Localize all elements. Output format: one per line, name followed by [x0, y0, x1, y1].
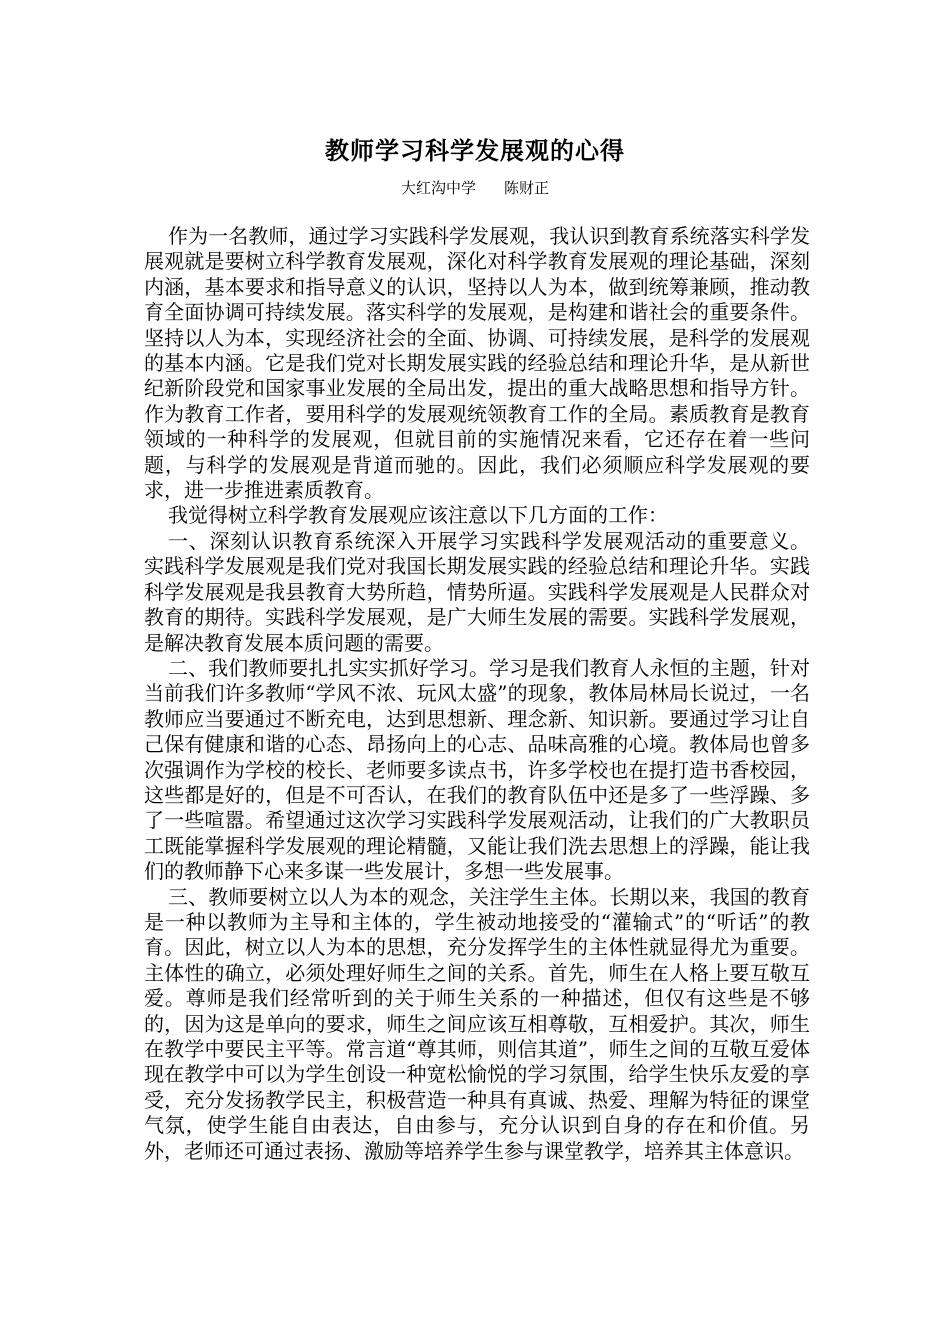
school-name: 大红沟中学 [400, 179, 476, 197]
paragraph-point-two: 二、我们教师要扎扎实实抓好学习。学习是我们教育人永恒的主题，针对当前我们许多教师“学风不浓、玩风太盛”的现象，教体局林局长说过，一名教师应当要通过不断充电，达到思想新、理念新、知识新。要通过学习让自己保有健康和谐的心态、昂扬向上的心志、品味高雅的心境。教体局也曾多次强调作为学校的校长、老师要多读点书，许多学校也在提打造书香校园，这些都是好的，但是不可否认，在我们的教育队伍中还是多了一些浮躁、多了一些喧嚣。希望通过这次学习实践科学发展观活动，让我们的广大教职员工既能掌握科学发展观的理论精髓，又能让我们洗去思想上的浮躁，能让我们的教师静下心来多谋一些发展计，多想一些发展事。 [144, 655, 810, 884]
paragraph-point-three: 三、教师要树立以人为本的观念，关注学生主体。长期以来，我国的教育是一种以教师为主导和主体的，学生被动地接受的“灌输式”的“听话”的教育。因此，树立以人为本的思想，充分发挥学生的主体性就显得尤为重要。主体性的确立，必须处理好师生之间的关系。首先，师生在人格上要互敬互爱。尊师是我们经常听到的关于师生关系的一种描述，但仅有这些是不够的，因为这是单向的要求，师生之间应该互相尊敬，互相爱护。其次，师生在教学中要民主平等。常言道“尊其师，则信其道”，师生之间的互敬互爱体现在教学中可以为学生创设一种宽松愉悦的学习氛围，给学生快乐友爱的享受，充分发扬教学民主，积极营造一种具有真诚、热爱、理解为特征的课堂气氛，使学生能自由表达，自由参与，充分认识到自身的存在和价值。另外，老师还可通过表扬、激励等培养学生参与课堂教学，培养其主体意识。 [144, 884, 810, 1163]
paragraph-lead-in: 我觉得树立科学教育发展观应该注意以下几方面的工作： [168, 503, 668, 528]
document-body [144, 224, 810, 1164]
byline [0, 177, 950, 199]
paragraph-point-one: 一、深刻认识教育系统深入开展学习实践科学发展观活动的重要意义。 实践科学发展观是我们党对我国长期发展实践的经验总结和理论升华。实践科学发展观是我县教育大势所趋，情势所逼。实践科学发展观是人民群众对教育的期待。实践科学发展观，是广大师生发展的需要。实践科学发展观，是解决教育发展本质问题的需要。 [144, 528, 810, 655]
paragraph-intro: 作为一名教师，通过学习实践科学发展观，我认识到教育系统落实科学发展观就是要树立科学教育发展观，深化对科学教育发展观的理论基础，深刻内涵，基本要求和指导意义的认识，坚持以人为本，做到统筹兼顾，推动教育全面协调可持续发展。落实科学的发展观，是构建和谐社会的重要条件。坚持以人为本，实现经济社会的全面、协调、可持续发展，是科学的发展观的基本内涵。它是我们党对长期发展实践的经验总结和理论升华，是从新世纪新阶段党和国家事业发展的全局出发，提出的重大战略思想和指导方针。作为教育工作者，要用科学的发展观统领教育工作的全局。素质教育是教育领域的一种科学的发展观，但就目前的实施情况来看，它还存在着一些问题，与科学的发展观是背道而驰的。因此，我们必须顺应科学发展观的要求，进一步推进素质教育。 [144, 224, 810, 503]
author-name: 陈财正 [504, 179, 550, 197]
document-title: 教师学习科学发展观的心得 [325, 136, 625, 165]
